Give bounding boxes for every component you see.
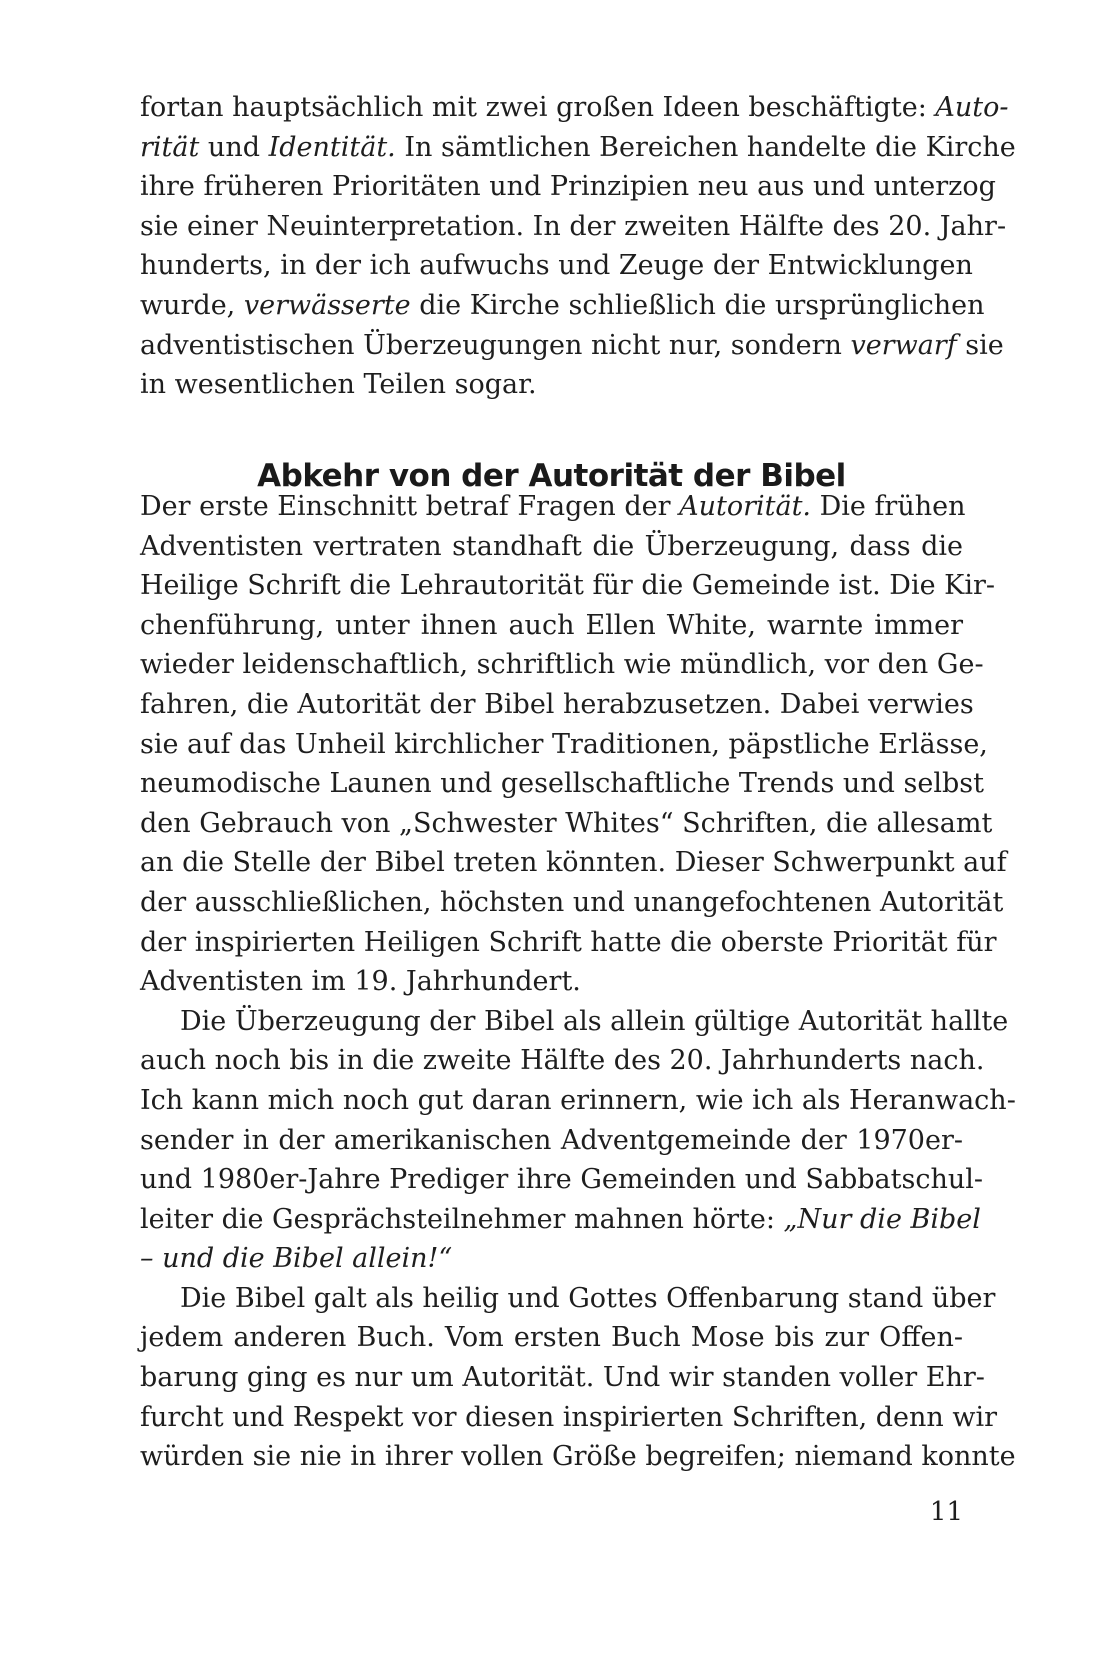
text-line: jedem anderen Buch. Vom ersten Buch Mose bis zur Offen- bbox=[140, 1322, 963, 1354]
main-text-block bbox=[140, 487, 1016, 1477]
section-heading: Abkehr von der Autorität der Bibel bbox=[257, 457, 846, 494]
text-line: barung ging es nur um Autorität. Und wir standen voller Ehr- bbox=[140, 1362, 985, 1394]
text-line: Adventisten im 19. Jahrhundert. bbox=[140, 966, 581, 998]
text-line: Die Bibel galt als heilig und Gottes Offenbarung stand über bbox=[180, 1282, 996, 1314]
emphasis: „Nur die Bibel bbox=[783, 1203, 981, 1235]
text-line: sender in der amerikanischen Adventgemeinde der 1970er- bbox=[140, 1124, 963, 1156]
text-line: den Gebrauch von „Schwester Whites“ Schriften, die allesamt bbox=[140, 807, 993, 839]
text-line: der ausschließlichen, höchsten und unangefochtenen Autorität bbox=[140, 886, 1004, 918]
text-line: chenführung, unter ihnen auch Ellen White, warnte immer bbox=[140, 609, 963, 641]
text-line bbox=[140, 1239, 963, 1279]
text-line: Adventisten vertraten standhaft die Überzeugung, dass die bbox=[140, 530, 963, 562]
text-line: furcht und Respekt vor diesen inspirierten Schriften, denn wir bbox=[140, 1401, 998, 1433]
text-line: an die Stelle der Bibel treten könnten. Dieser Schwerpunkt auf bbox=[140, 847, 1007, 879]
text-line: fahren, die Autorität der Bibel herabzusetzen. Dabei verwies bbox=[140, 688, 974, 720]
text-line: sie auf das Unheil kirchlicher Traditionen, päpstliche Erlässe, bbox=[140, 728, 988, 760]
text-line: auch noch bis in die zweite Hälfte des 20. Jahrhunderts nach. bbox=[140, 1045, 985, 1077]
text-line: Heilige Schrift die Lehrautorität für die Gemeinde ist. Die Kir- bbox=[140, 570, 995, 602]
text-line: adventistischen Überzeugungen nicht nur, sondern verwarf sie bbox=[140, 329, 1004, 361]
text-line: ihre früheren Prioritäten und Prinzipien neu aus und unterzog bbox=[140, 171, 996, 203]
text-line: in wesentlichen Teilen sogar. bbox=[140, 369, 537, 401]
text-line: wieder leidenschaftlich, schriftlich wie mündlich, vor den Ge- bbox=[140, 649, 984, 681]
emphasis: verwässerte bbox=[243, 289, 411, 321]
intro-paragraph-block bbox=[140, 88, 1016, 405]
text-line: der inspirierten Heiligen Schrift hatte die oberste Priorität für bbox=[140, 926, 997, 958]
text-line: fortan hauptsächlich mit zwei großen Ideen beschäftigte: Auto- bbox=[140, 92, 1009, 123]
paragraph-authority bbox=[140, 487, 1007, 1002]
emphasis: verwarf bbox=[850, 329, 957, 361]
text-line: rität und Identität. In sämtlichen Bereichen handelte die Kirche bbox=[140, 131, 1016, 163]
text-line: wurde, verwässerte die Kirche schließlich die ursprünglichen bbox=[140, 289, 985, 321]
emphasis: Autorität. bbox=[679, 491, 812, 522]
emphasis: – und die Bibel allein!“ bbox=[140, 1243, 453, 1275]
text-line: Der erste Einschnitt betraf Fragen der Autorität. Die frühen bbox=[140, 491, 966, 522]
text-line: sie einer Neuinterpretation. In der zweiten Hälfte des 20. Jahr- bbox=[140, 210, 1007, 242]
intro-paragraph bbox=[140, 88, 1016, 405]
page-number: 11 bbox=[929, 1497, 963, 1527]
text-line: würden sie nie in ihrer vollen Größe begreifen; niemand konnte bbox=[140, 1441, 1016, 1473]
text-line: leiter die Gesprächsteilnehmer mahnen hörte: „Nur die Bibel bbox=[140, 1203, 981, 1235]
emphasis: rität bbox=[140, 131, 200, 163]
emphasis: Auto- bbox=[935, 92, 1009, 123]
text-line: neumodische Launen und gesellschaftliche Trends und selbst bbox=[140, 768, 984, 800]
emphasis: Identität. bbox=[268, 131, 396, 163]
text-line: Die Überzeugung der Bibel als allein gültige Autorität hallte bbox=[180, 1005, 1009, 1037]
text-line: und 1980er-Jahre Prediger ihre Gemeinden und Sabbatschul- bbox=[140, 1164, 984, 1196]
text-line: hunderts, in der ich aufwuchs und Zeuge der Entwicklungen bbox=[140, 250, 973, 282]
text-line: Ich kann mich noch gut daran erinnern, wie ich als Heranwach- bbox=[140, 1084, 1016, 1116]
paragraph-bible-holy bbox=[140, 1279, 1016, 1477]
paragraph-bible-only bbox=[140, 1002, 1016, 1279]
